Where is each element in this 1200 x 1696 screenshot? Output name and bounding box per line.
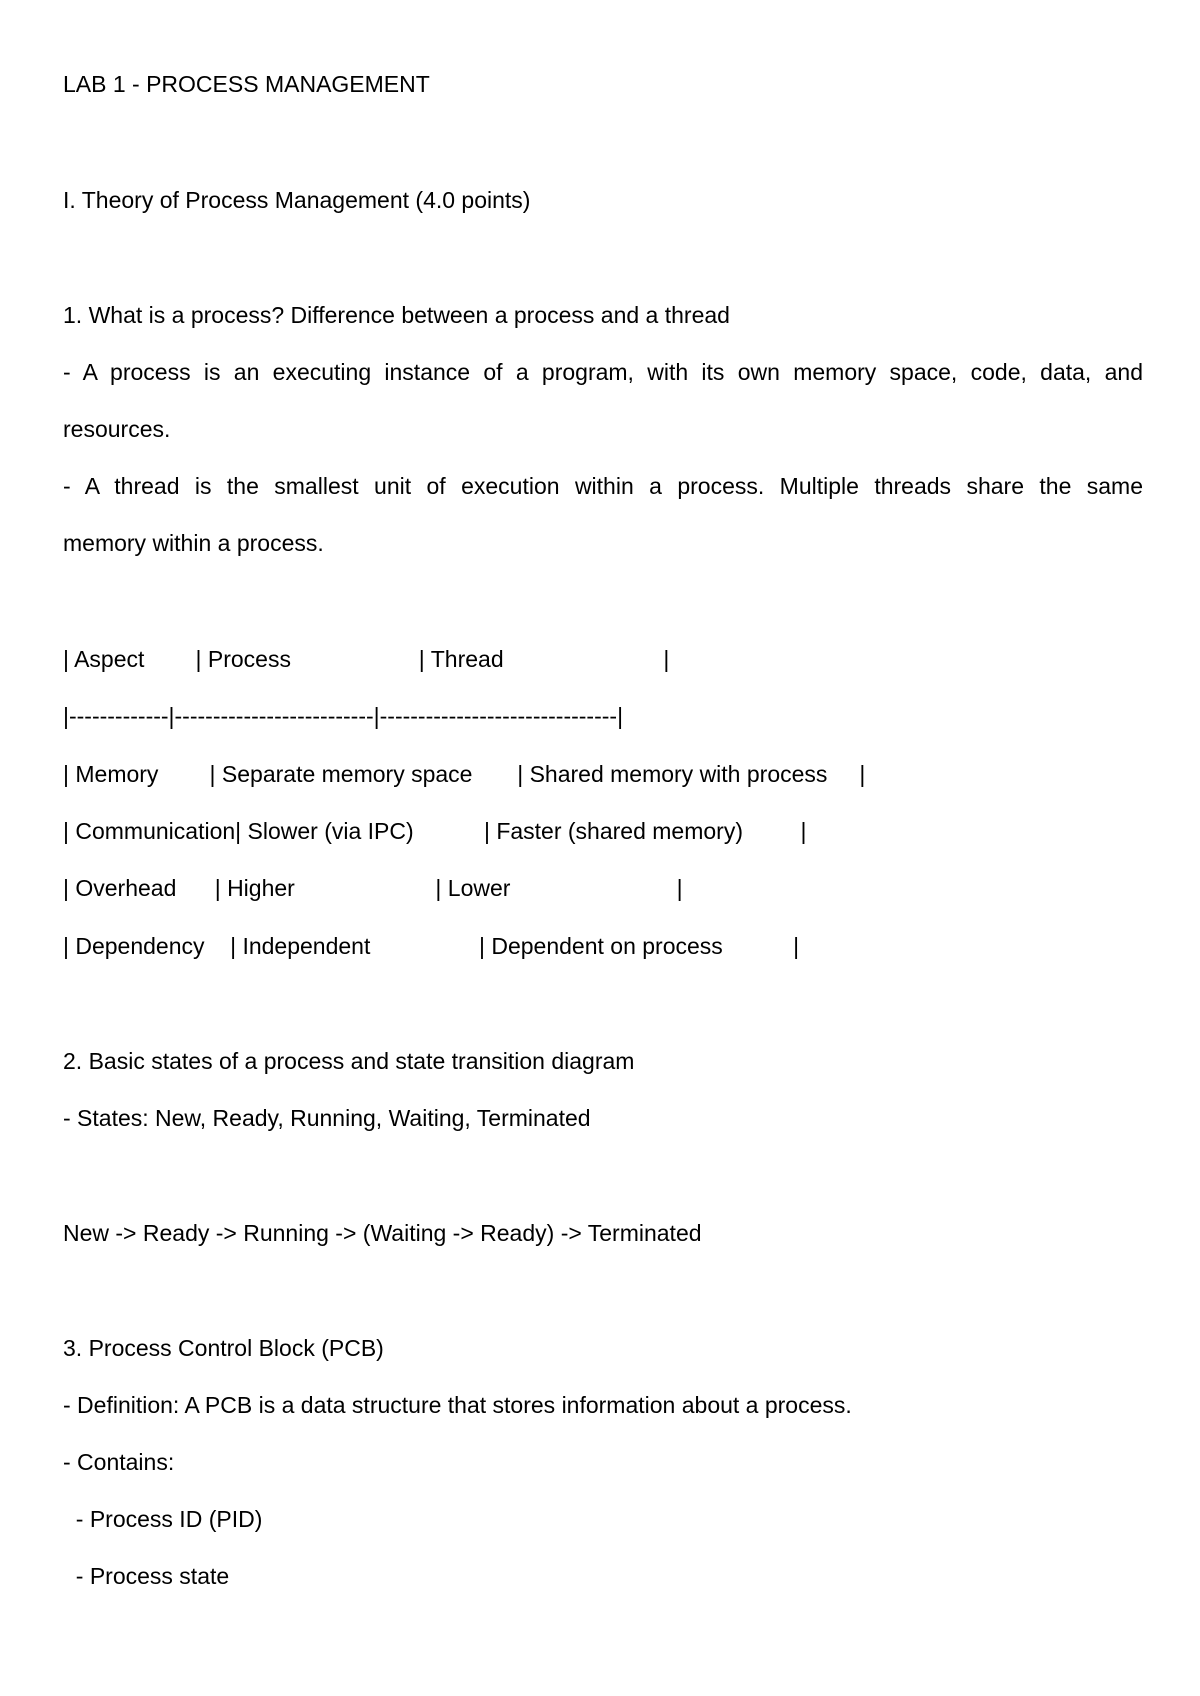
thread-definition-line-2: memory within a process.	[63, 530, 324, 556]
table-row: | Aspect | Process | Thread |	[63, 646, 670, 672]
document-title: LAB 1 - PROCESS MANAGEMENT	[63, 71, 430, 97]
table-row: |-------------|--------------------------|-------------------------------|	[63, 703, 624, 729]
section-heading: I. Theory of Process Management (4.0 points)	[63, 187, 531, 213]
question-3-heading: 3. Process Control Block (PCB)	[63, 1335, 384, 1361]
table-row: | Communication| Slower (via IPC) | Faster (shared memory) |	[63, 818, 807, 844]
process-definition-line-1: - A process is an executing instance of a program, with its own memory space, code, data, and	[63, 359, 1143, 385]
state-transition: New -> Ready -> Running -> (Waiting -> Ready) -> Terminated	[63, 1220, 702, 1246]
question-2-heading: 2. Basic states of a process and state transition diagram	[63, 1048, 635, 1074]
list-item: - Process ID (PID)	[63, 1506, 263, 1532]
process-definition-line-2: resources.	[63, 416, 171, 442]
pcb-contains: - Contains:	[63, 1449, 175, 1475]
table-row: | Memory | Separate memory space | Shared memory with process |	[63, 761, 866, 787]
question-1-heading: 1. What is a process? Difference between a process and a thread	[63, 302, 730, 328]
thread-definition-line-1: - A thread is the smallest unit of execution within a process. Multiple threads share the same	[63, 473, 1143, 499]
process-states: - States: New, Ready, Running, Waiting, Terminated	[63, 1105, 591, 1131]
list-item: - Process state	[63, 1563, 230, 1589]
table-row: | Dependency | Independent | Dependent on process |	[63, 933, 800, 959]
pcb-definition: - Definition: A PCB is a data structure that stores information about a process.	[63, 1392, 852, 1418]
table-row: | Overhead | Higher | Lower |	[63, 875, 683, 901]
